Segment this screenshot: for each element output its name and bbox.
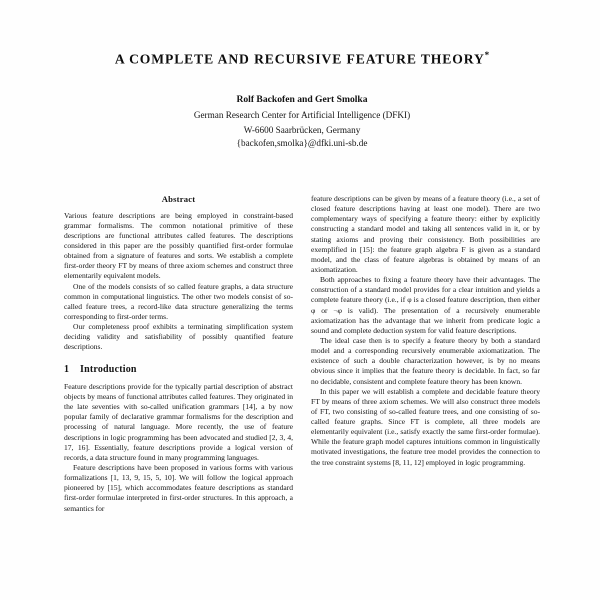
author-list: Rolf Backofen and Gert Smolka xyxy=(236,93,368,105)
intro-paragraph-1: Feature descriptions provide for the typically partial description of abstract objects by means of functional attributes called features. They originated in the late seventies with so-called unification grammars [14], a by now popular family of declarative grammar formalisms for the description and processing of natural language. More recently, the use of feature descriptions in logic programming has been advocated and studied [2, 3, 4, 17, 16]. Essentially, feature descriptions provide a logical version of records, a data structure found in many programming languages. xyxy=(64,381,293,462)
right-paragraph-2: Both approaches to fixing a feature theory have their advantages. The construction of a standard model provides for a clear intuition and yields a complete feature theory (i.e., if φ is a closed feature description, then either φ or ¬φ is valid). The presentation of a recursively enumerable axiomatization has the advantage that we inherit from predicate logic a sound and complete deduction system for valid feature descriptions. xyxy=(311,275,540,335)
section-number: 1 xyxy=(64,364,70,376)
abstract-paragraph-2: One of the models consists of so called feature graphs, a data structure common in computational linguistics. The other two models consist of so-called feature trees, a record-like data structure generalizing the terms corresponding to first-order terms. xyxy=(64,281,293,321)
paper-content xyxy=(64,50,540,514)
right-paragraph-3: The ideal case then is to specify a feature theory by both a standard model and a corresponding recursively enumerable axiomatization. The existence of such a double characterization however, is by no means obvious since it implies that the feature theory is decidable. In fact, so far no decidable, consistent and complete feature theory has been known. xyxy=(311,335,540,386)
affiliation-line-2: W-6600 Saarbrücken, Germany xyxy=(243,124,361,135)
right-column xyxy=(311,176,540,514)
intro-paragraph-2: Feature descriptions have been proposed in various forms with various formalizations [1, 13, 9, 15, 5, 10]. We will follow the logical approach pioneered by [15], which accommodates feature descriptions as standard first-order formulae interpreted in first-order structures. In this approach, a semantics for xyxy=(64,463,293,513)
left-column xyxy=(64,176,293,514)
page-title xyxy=(64,50,540,68)
right-paragraph-4: In this paper we will establish a complete and decidable feature theory FT by means of three axiom schemes. We will also construct three models of FT, two consisting of so-called feature trees, and one consisting of so-called feature graphs. Since FT is complete, all three models are elementarily equivalent (i.e., satisfy exactly the same first-order formulae). While the feature graph model captures intuitions common in linguistically motivated investigations, the feature tree model provides the connection to the tree constraint systems [8, 11, 12] employed in logic programming. xyxy=(311,386,540,467)
abstract-heading: Abstract xyxy=(161,193,196,204)
contact-email: {backofen,smolka}@dfki.uni-sb.de xyxy=(236,137,368,148)
two-column-body xyxy=(64,176,540,514)
affiliation-line-1: German Research Center for Artificial Intelligence (DFKI) xyxy=(193,109,411,120)
section-heading-introduction xyxy=(64,363,293,376)
abstract-paragraph-3: Our completeness proof exhibits a terminating simplification system deciding validity and satisfiability of possibly quantified feature descriptions. xyxy=(64,322,293,352)
title-footnote-marker: * xyxy=(484,50,490,60)
right-paragraph-1: feature descriptions can be given by means of a feature theory (i.e., a set of closed feature descriptions having at least one model). There are two complementary ways of specifying a feature theory: either by explicitly constructing a standard model and taking all sentences valid in it, or by stating axioms and proving their consistency. Both possibilities are exemplified in [15]: the feature graph algebra F is given as a standard model, and the class of feature algebras is obtained by means of an axiomatization. xyxy=(311,193,540,274)
column-top-spacer xyxy=(64,176,293,194)
right-column-top-spacer xyxy=(311,176,540,194)
page-title-text: A COMPLETE AND RECURSIVE FEATURE THEORY xyxy=(114,51,485,67)
section-title: Introduction xyxy=(80,364,137,376)
abstract-paragraph-1: Various feature descriptions are being employed in constraint-based grammar formalisms. The common notational primitive of these descriptions are functional attributes called features. The descriptions considered in this paper are the possibly quantified first-order formulae obtained from a signature of features and sorts. We establish a complete first-order theory FT by means of three axiom schemes and construct three elementarily equivalent models. xyxy=(64,210,293,281)
